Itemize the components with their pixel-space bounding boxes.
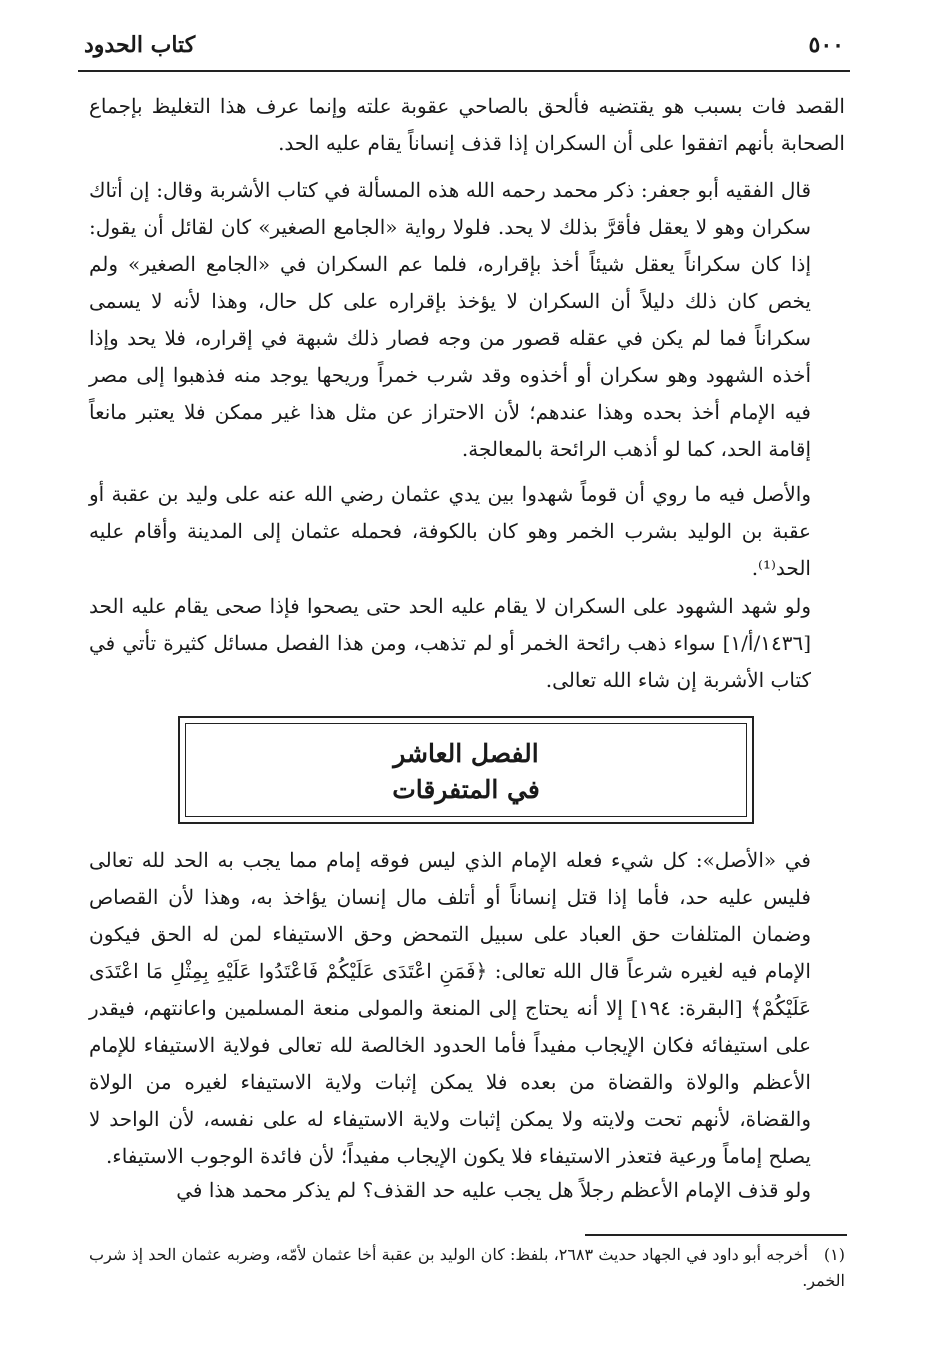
page-header bbox=[78, 28, 850, 72]
paragraph-2 bbox=[89, 172, 845, 492]
paragraph-text: ولو قذف الإمام الأعظم رجلاً هل يجب عليه حد القذف؟ لم يذكر محمد هذا في bbox=[176, 1178, 811, 1202]
section-paragraph-1 bbox=[89, 842, 845, 1212]
section-paragraph-2 bbox=[89, 1172, 845, 1232]
paragraph-4 bbox=[89, 588, 845, 692]
paragraph-text: والأصل فيه ما روي أن قوماً شهدوا بين يدي عثمان رضي الله عنه على وليد بن عقبة أو عقبة بن الوليد بشرب الخمر وهو كان بالكوفة، فحمله عثمان إلى المدينة وأقام عليه الحد⁽¹⁾. bbox=[89, 482, 811, 580]
footnote-number: (١) bbox=[823, 1245, 845, 1264]
footnote-divider bbox=[585, 1234, 847, 1236]
footnote-text: أخرجه أبو داود في الجهاد حديث ٢٦٨٣، بلفظ: كان الوليد بن عقبة أخا عثمان لأمّه، وضربه عثمان الحد إذ شرب الخمر. bbox=[89, 1245, 845, 1290]
chapter-heading-box bbox=[178, 716, 754, 824]
paragraph-3 bbox=[89, 476, 845, 602]
footnote bbox=[89, 1242, 845, 1294]
page-number: ٥٠٠ bbox=[808, 32, 844, 58]
running-title: كتاب الحدود bbox=[84, 32, 196, 58]
paragraph-text: القصد فات بسبب هو يقتضيه فألحق بالصاحي عقوبة علته وإنما عرف هذا التغليظ بإجماع الصحابة بأنهم اتفقوا على أن السكران إذا قذف إنساناً يقام عليه الحد. bbox=[89, 94, 845, 155]
paragraph-text: ولو شهد الشهود على السكران لا يقام عليه الحد حتى يصحوا فإذا صحى يقام عليه الحد [١٤٣٦/أ/١] سواء ذهب رائحة الخمر أو لم تذهب، ومن هذا الفصل مسائل كثيرة تأتي في كتاب الأشربة إن شاء الله تعالى. bbox=[89, 594, 811, 692]
chapter-title: الفصل العاشر bbox=[393, 739, 539, 768]
paragraph-text: قال الفقيه أبو جعفر: ذكر محمد رحمه الله هذه المسألة في كتاب الأشربة وقال: إن أتاك سكران وهو لا يعقل فأقرَّ بذلك لا يحد. فلولا رواية «الجامع الصغير» كان لقائل أن يقول: إذا كان سكراناً يعقل شيئاً أخذ بإقراره، فلما عم السكران في «الجامع الصغير» ولم يخص كان ذلك دليلاً أن السكران لا يؤخذ بإقراره على كل حال، وهذا لأنه لا يسمى سكراناً فما لم يكن في عقله قصور من وجه فصار ذلك شبهة في إقراره، فلا يحد وإذا أخذه الشهود وهو سكران أو أخذوه وقد شرب خمراً وريحها يوجد منه فذهبوا إلى مصر فيه الإمام أخذ بحده وهذا عندهم؛ لأن الاحتراز عن مثل هذا غير ممكن فلا يعتبر مانعاً إقامة الحد، كما لو أذهب الرائحة بالمعالجة. bbox=[89, 178, 811, 461]
chapter-subtitle: في المتفرقات bbox=[392, 775, 540, 804]
paragraph-text: في «الأصل»: كل شيء فعله الإمام الذي ليس فوقه إمام مما يجب به الحد لله تعالى فليس عليه حد، فأما إذا قتل إنساناً أو أتلف مال إنسان يؤاخذ به، وهذا لأن القصاص وضمان المتلفات حق العباد على سبيل التمحض وحق الاستيفاء لمن له الحق فيكون الإمام فيه لغيره شرعاً قال الله تعالى: ﴿فَمَنِ اعْتَدَى عَلَيْكُمْ فَاعْتَدُوا عَلَيْهِ بِمِثْلِ مَا اعْتَدَى عَلَيْكُمْ﴾ [البقرة: ١٩٤] إلا أنه يحتاج إلى المنعة والمولى منعة المسلمين واعانتهم، فيقدر على استيفائه فكان الإيجاب مفيداً فأما الحدود الخالصة لله تعالى فولاية الاستيفاء للإمام الأعظم والولاة والقضاة من بعده فلا يمكن إثبات ولاية الاستيفاء لغيره من الولاة والقضاة، لأنهم تحت ولايته ولا يمكن إثبات ولاية الاستيفاء له على نفسه، لأن الواحد لا يصلح إماماً ورعية فتعذر الاستيفاء فلا يكون الإيجاب مفيداً؛ لأن فائدة الوجوب الاستيفاء. bbox=[89, 848, 811, 1168]
chapter-heading-inner-frame bbox=[185, 723, 747, 817]
paragraph-1 bbox=[89, 88, 845, 168]
